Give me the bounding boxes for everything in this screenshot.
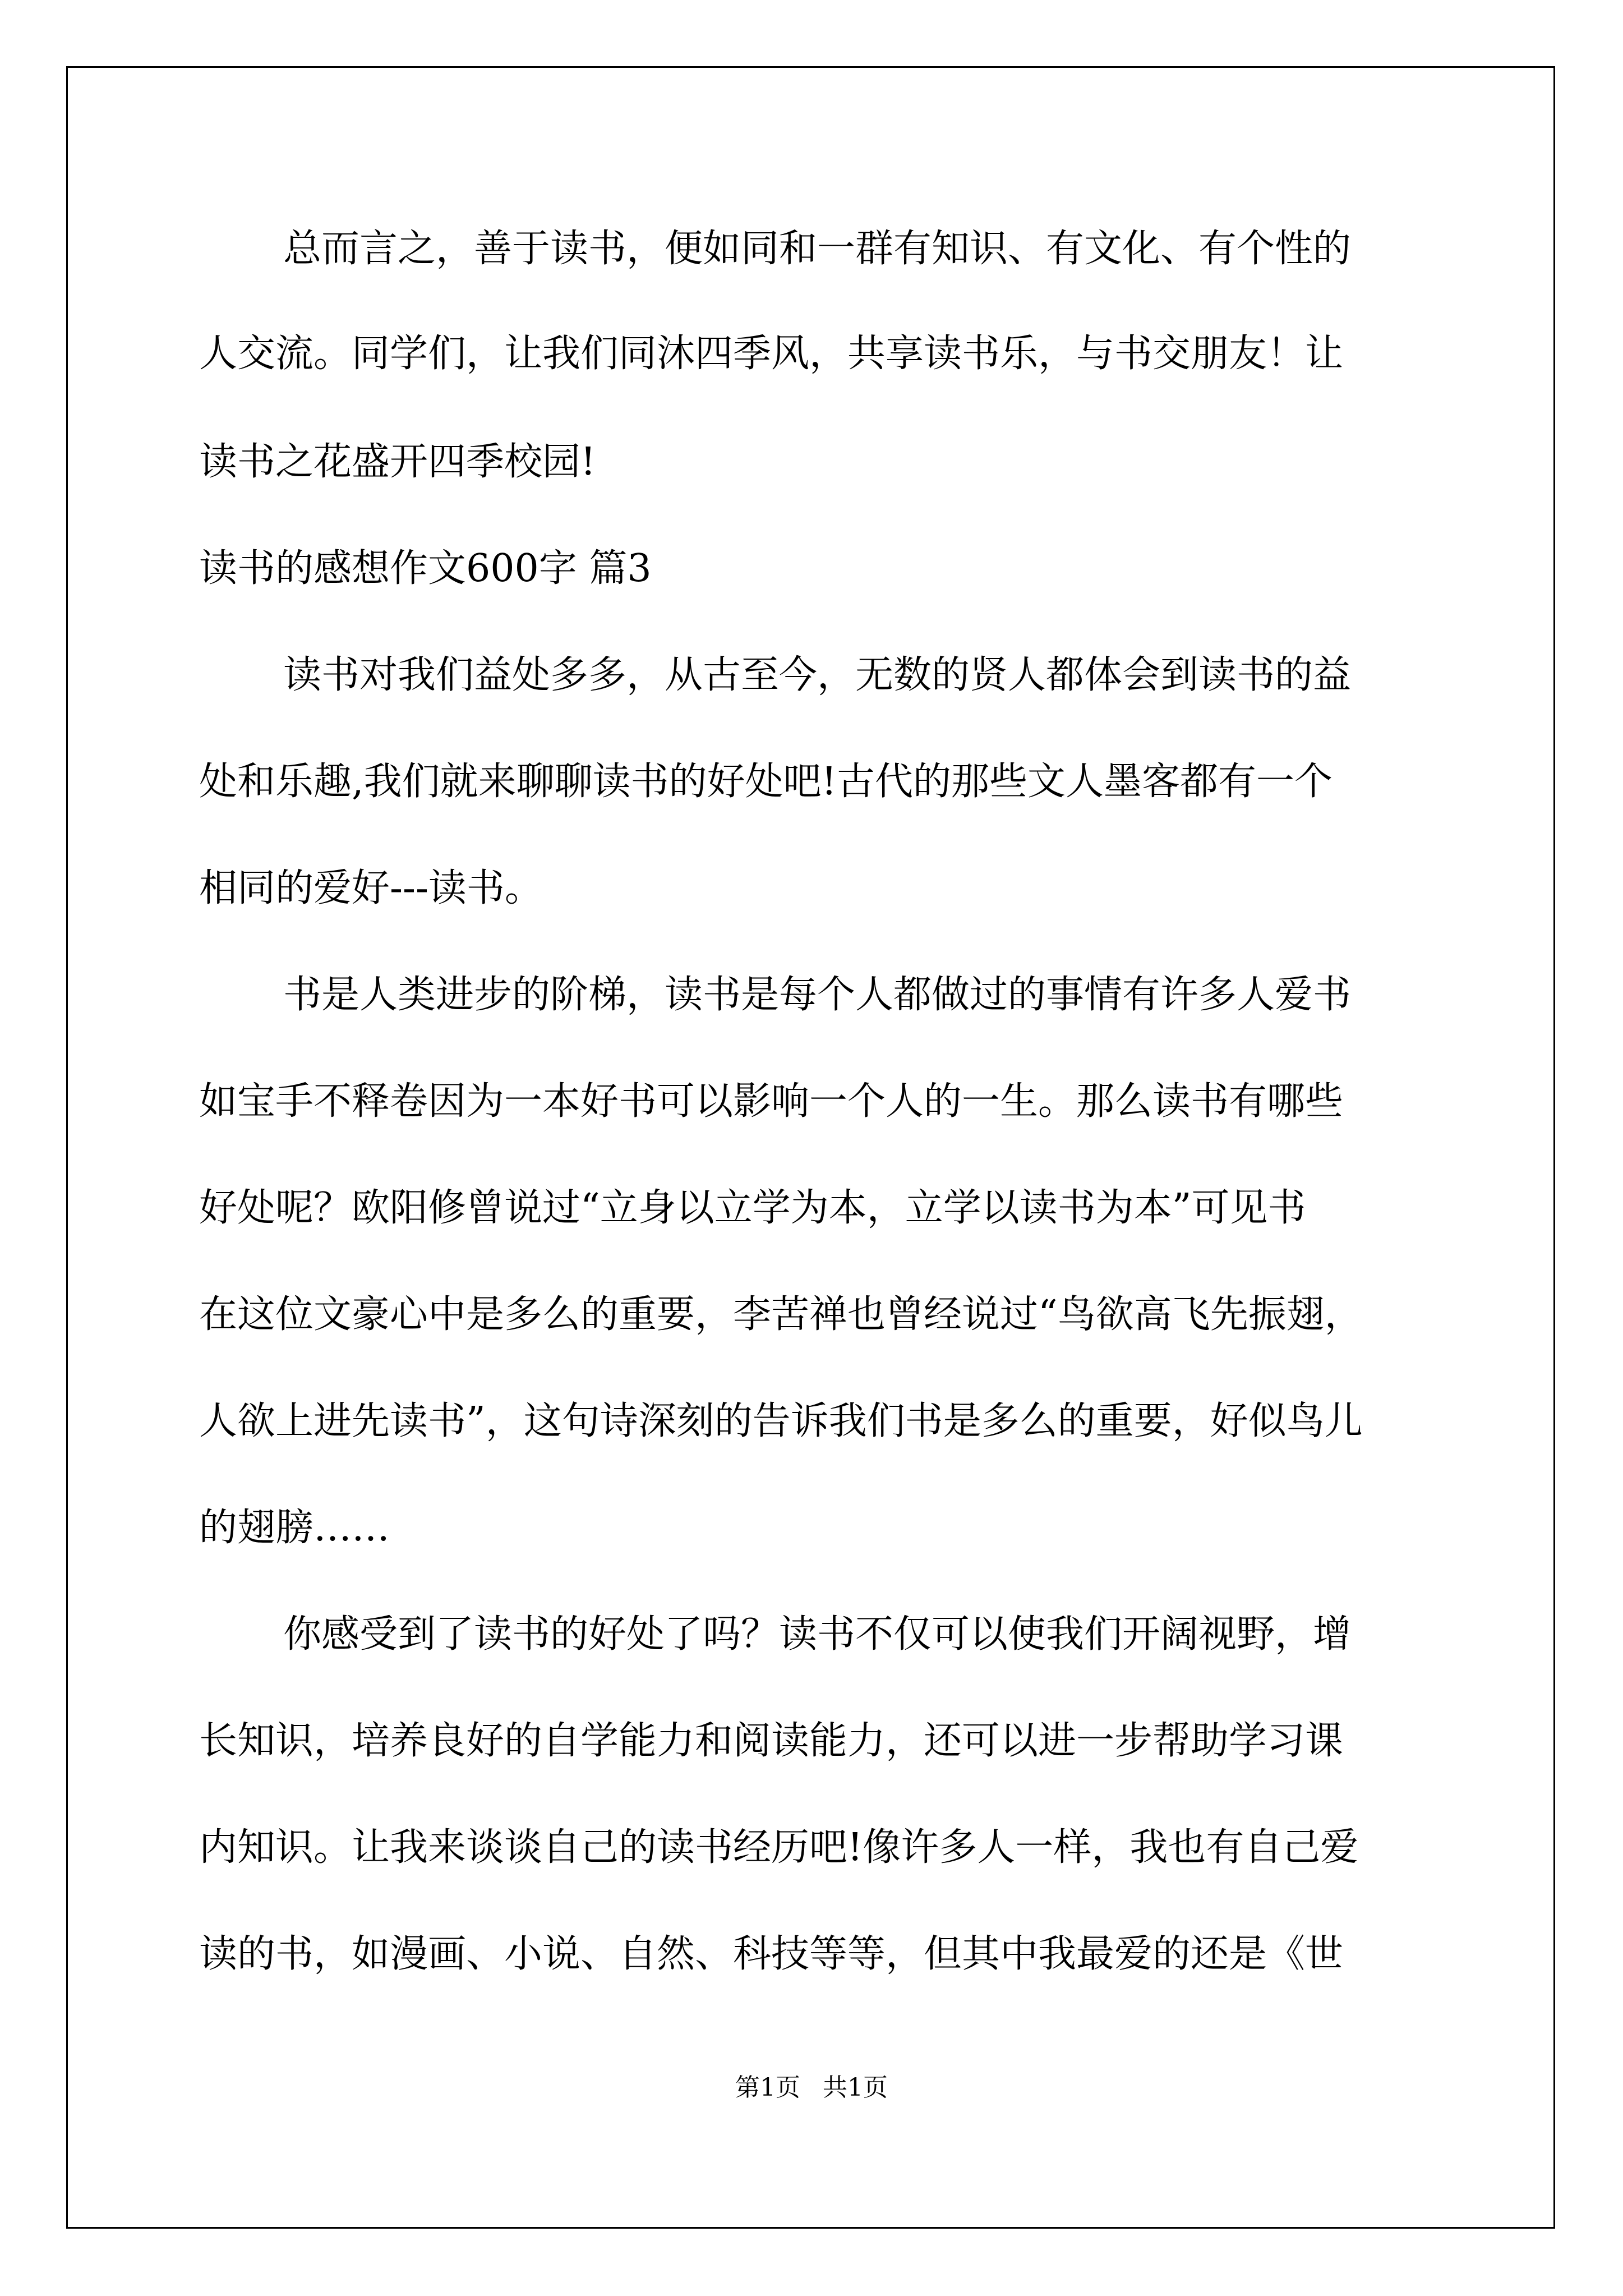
page-number-current: 第1页 [735, 2073, 800, 2102]
page-footer [0, 2073, 1623, 2102]
paragraph-1-line-2: 人交流。同学们，让我们同沐四季风，共享读书乐，与书交朋友！让 [199, 332, 1344, 376]
paragraph-2-line-3: 相同的爱好---读书。 [199, 866, 543, 910]
paragraph-2-line-2: 处和乐趣,我们就来聊聊读书的好处吧!古代的那些文人墨客都有一个 [199, 760, 1332, 804]
paragraph-4-line-2: 长知识，培养良好的自学能力和阅读能力，还可以进一步帮助学习课 [199, 1719, 1344, 1763]
paragraph-3-line-1: 书是人类进步的阶梯，读书是每个人都做过的事情有许多人爱书 [283, 973, 1352, 1017]
paragraph-3-line-4: 在这位文豪心中是多么的重要，李苦禅也曾经说过“鸟欲高飞先振翅， [199, 1292, 1363, 1337]
section-heading: 读书的感想作文600字 篇3 [199, 546, 652, 591]
page-border [66, 66, 1555, 2229]
paragraph-2-line-1: 读书对我们益处多多，从古至今，无数的贤人都体会到读书的益 [283, 653, 1352, 697]
page-number-total: 共1页 [823, 2073, 888, 2102]
paragraph-3-line-2: 如宝手不释卷因为一本好书可以影响一个人的一生。那么读书有哪些 [199, 1079, 1344, 1124]
paragraph-4-line-4: 读的书，如漫画、小说、自然、科技等等，但其中我最爱的还是《世 [199, 1932, 1344, 1976]
paragraph-1-line-1: 总而言之，善于读书，便如同和一群有知识、有文化、有个性的 [283, 227, 1352, 271]
paragraph-4-line-3: 内知识。让我来谈谈自己的读书经历吧!像许多人一样，我也有自己爱 [199, 1825, 1359, 1870]
paragraph-3-line-3: 好处呢？欧阳修曾说过“立身以立学为本，立学以读书为本”可见书 [199, 1186, 1306, 1230]
paragraph-1-line-3: 读书之花盛开四季校园! [199, 440, 596, 484]
paragraph-4-line-1: 你感受到了读书的好处了吗？读书不仅可以使我们开阔视野，增 [283, 1612, 1352, 1657]
paragraph-3-line-5: 人欲上进先读书”，这句诗深刻的告诉我们书是多么的重要，好似鸟儿 [199, 1399, 1363, 1443]
paragraph-3-line-6: 的翅膀…… [199, 1506, 390, 1550]
